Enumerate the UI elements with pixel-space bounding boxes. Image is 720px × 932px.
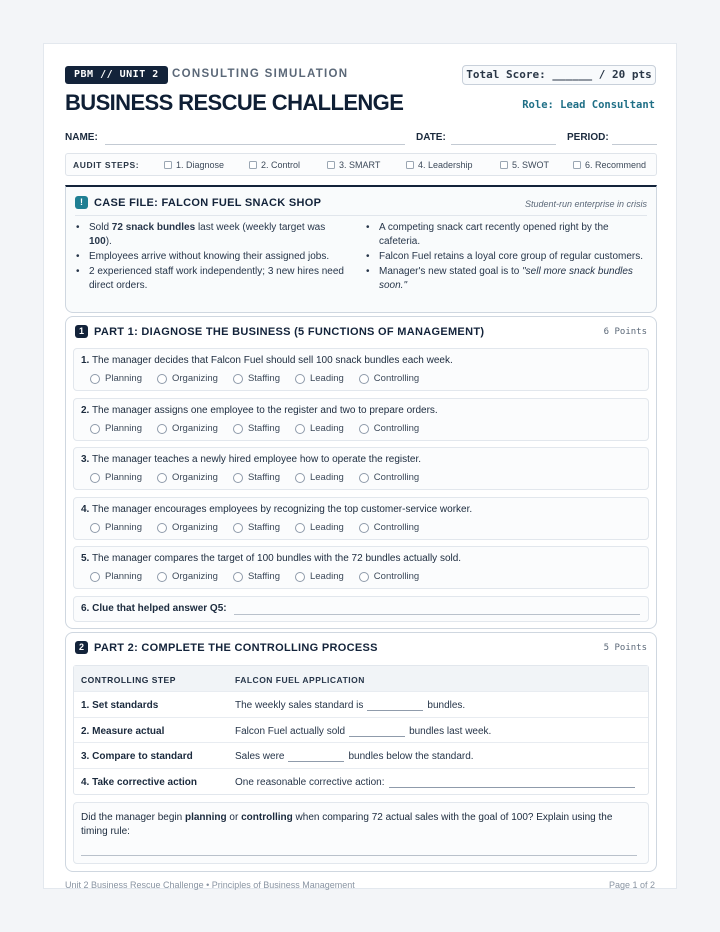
option-organizing[interactable]: Organizing: [157, 571, 218, 582]
answer-options: [90, 522, 434, 533]
radio-icon[interactable]: [359, 424, 369, 434]
worksheet-page: [43, 43, 677, 889]
radio-icon[interactable]: [359, 374, 369, 384]
radio-icon[interactable]: [295, 523, 305, 533]
radio-icon[interactable]: [157, 473, 167, 483]
timing-question-text: Did the manager begin planning or controlling when comparing 72 actual sales with the goal of 100? Explain using the timing rule:: [81, 812, 613, 837]
case-file-title: CASE FILE: FALCON FUEL SNACK SHOP: [94, 196, 322, 209]
part-2-points: 5 Points: [603, 643, 647, 653]
radio-icon[interactable]: [90, 473, 100, 483]
option-organizing[interactable]: Organizing: [157, 472, 218, 483]
footer-course: Unit 2 Business Rescue Challenge • Principles of Business Management: [65, 880, 355, 890]
radio-icon[interactable]: [157, 523, 167, 533]
col-header-application: FALCON FUEL APPLICATION: [235, 675, 365, 685]
case-file-header: [75, 196, 321, 209]
radio-icon[interactable]: [90, 374, 100, 384]
question-text: 4. The manager encourages employees by recognizing the top customer-service worker.: [81, 504, 473, 515]
case-file-panel: [65, 185, 657, 313]
answer-blank[interactable]: [367, 700, 423, 711]
date-field[interactable]: [451, 144, 556, 145]
option-organizing[interactable]: Organizing: [157, 373, 218, 384]
radio-icon[interactable]: [233, 473, 243, 483]
radio-icon[interactable]: [233, 572, 243, 582]
question-text: 2. The manager assigns one employee to the register and two to prepare orders.: [81, 405, 438, 416]
option-organizing[interactable]: Organizing: [157, 522, 218, 533]
audit-step-smart[interactable]: 3. SMART: [327, 160, 380, 170]
page-title: BUSINESS RESCUE CHALLENGE: [65, 90, 404, 115]
case-facts-left: [75, 221, 347, 294]
table-row: 3. Compare to standard Sales were bundles below the standard.: [74, 743, 648, 769]
question-card: [73, 546, 649, 589]
divider: [75, 215, 647, 216]
option-controlling[interactable]: Controlling: [359, 472, 419, 483]
name-field[interactable]: [105, 144, 405, 145]
option-planning[interactable]: Planning: [90, 571, 142, 582]
radio-icon[interactable]: [295, 572, 305, 582]
option-controlling[interactable]: Controlling: [359, 571, 419, 582]
option-planning[interactable]: Planning: [90, 423, 142, 434]
question-card: [73, 348, 649, 391]
answer-options: [90, 423, 434, 434]
radio-icon[interactable]: [157, 424, 167, 434]
part-number-badge: 1: [75, 325, 88, 338]
case-fact: • Employees arrive without knowing their assigned jobs.: [75, 250, 347, 264]
option-organizing[interactable]: Organizing: [157, 423, 218, 434]
question-text: 5. The manager compares the target of 100 bundles with the 72 bundles actually sold.: [81, 553, 462, 564]
part-1-points: 6 Points: [603, 327, 647, 337]
table-row: 1. Set standards The weekly sales standard is bundles.: [74, 692, 648, 718]
audit-step-recommend[interactable]: 6. Recommend: [573, 160, 646, 170]
radio-icon[interactable]: [90, 572, 100, 582]
part-2-section: [65, 632, 657, 872]
radio-icon[interactable]: [359, 572, 369, 582]
part-1-header: [75, 325, 484, 338]
audit-step-swot[interactable]: 5. SWOT: [500, 160, 549, 170]
case-fact: • Falcon Fuel retains a loyal core group of regular customers.: [365, 250, 650, 264]
case-facts-right: [365, 221, 650, 294]
part-number-badge: 2: [75, 641, 88, 654]
role-label: Role: Lead Consultant: [522, 99, 655, 111]
footer-page-number: Page 1 of 2: [608, 880, 655, 890]
radio-icon[interactable]: [359, 473, 369, 483]
audit-step-control[interactable]: 2. Control: [249, 160, 300, 170]
simulation-label: CONSULTING SIMULATION: [172, 68, 349, 80]
checkbox-icon[interactable]: [573, 161, 581, 169]
period-label: PERIOD:: [567, 132, 609, 143]
option-leading[interactable]: Leading: [295, 522, 344, 533]
answer-blank[interactable]: [288, 751, 344, 762]
answer-options: [90, 571, 434, 582]
question-text: 3. The manager teaches a newly hired employee how to operate the register.: [81, 454, 422, 465]
name-label: NAME:: [65, 132, 98, 143]
radio-icon[interactable]: [233, 424, 243, 434]
controlling-table: [73, 665, 649, 795]
option-leading[interactable]: Leading: [295, 571, 344, 582]
answer-blank[interactable]: [349, 726, 405, 737]
col-header-step: CONTROLLING STEP: [81, 675, 176, 685]
option-controlling[interactable]: Controlling: [359, 423, 419, 434]
option-controlling[interactable]: Controlling: [359, 373, 419, 384]
alert-icon: !: [75, 196, 88, 209]
option-staffing[interactable]: Staffing: [233, 571, 280, 582]
audit-step-diagnose[interactable]: 1. Diagnose: [164, 160, 224, 170]
total-score-box: Total Score: ______ / 20 pts: [462, 65, 656, 85]
option-staffing[interactable]: Staffing: [233, 522, 280, 533]
period-field[interactable]: [612, 144, 657, 145]
answer-options: [90, 373, 434, 384]
part-1-title: PART 1: DIAGNOSE THE BUSINESS (5 FUNCTIONS OF MANAGEMENT): [94, 325, 485, 338]
timing-answer-field[interactable]: [81, 855, 637, 856]
clue-label: 6. Clue that helped answer Q5:: [81, 603, 227, 614]
option-leading[interactable]: Leading: [295, 423, 344, 434]
timing-question-card: [73, 802, 649, 864]
checkbox-icon[interactable]: [164, 161, 172, 169]
audit-steps-label: AUDIT STEPS:: [73, 160, 140, 170]
unit-tag: PBM // UNIT 2: [65, 66, 168, 84]
audit-step-leadership[interactable]: 4. Leadership: [406, 160, 473, 170]
radio-icon[interactable]: [157, 374, 167, 384]
checkbox-icon[interactable]: [327, 161, 335, 169]
radio-icon[interactable]: [233, 523, 243, 533]
radio-icon[interactable]: [295, 374, 305, 384]
answer-blank[interactable]: [389, 777, 635, 788]
checkbox-icon[interactable]: [500, 161, 508, 169]
option-leading[interactable]: Leading: [295, 472, 344, 483]
answer-options: [90, 472, 434, 483]
option-staffing[interactable]: Staffing: [233, 423, 280, 434]
radio-icon[interactable]: [90, 523, 100, 533]
option-staffing[interactable]: Staffing: [233, 373, 280, 384]
part-2-title: PART 2: COMPLETE THE CONTROLLING PROCESS: [94, 641, 378, 654]
radio-icon[interactable]: [359, 523, 369, 533]
case-fact: • 2 experienced staff work independently; 3 new hires need direct orders.: [75, 265, 347, 293]
question-card: [73, 398, 649, 441]
table-row: 4. Take corrective action One reasonable corrective action:: [74, 769, 648, 795]
table-row: 2. Measure actual Falcon Fuel actually sold bundles last week.: [74, 718, 648, 744]
option-controlling[interactable]: Controlling: [359, 522, 419, 533]
question-card: [73, 497, 649, 540]
question-text: 1. The manager decides that Falcon Fuel should sell 100 snack bundles each week.: [81, 355, 453, 366]
date-label: DATE:: [416, 132, 446, 143]
clue-answer-field[interactable]: [234, 614, 640, 615]
radio-icon[interactable]: [295, 424, 305, 434]
question-card: [73, 447, 649, 490]
clue-card: [73, 596, 649, 622]
option-planning[interactable]: Planning: [90, 522, 142, 533]
case-fact: • Manager's new stated goal is to "sell more snack bundles soon.": [365, 265, 650, 293]
radio-icon[interactable]: [295, 473, 305, 483]
audit-steps-bar: [65, 153, 657, 176]
radio-icon[interactable]: [90, 424, 100, 434]
radio-icon[interactable]: [157, 572, 167, 582]
case-fact: • Sold 72 snack bundles last week (weekly target was 100).: [75, 221, 347, 249]
checkbox-icon[interactable]: [406, 161, 414, 169]
option-planning[interactable]: Planning: [90, 472, 142, 483]
part-2-header: [75, 641, 378, 654]
option-planning[interactable]: Planning: [90, 373, 142, 384]
radio-icon[interactable]: [233, 374, 243, 384]
option-leading[interactable]: Leading: [295, 373, 344, 384]
part-1-section: [65, 316, 657, 629]
case-file-subtitle: Student-run enterprise in crisis: [524, 199, 647, 209]
checkbox-icon[interactable]: [249, 161, 257, 169]
table-header: [74, 666, 648, 692]
option-staffing[interactable]: Staffing: [233, 472, 280, 483]
case-fact: • A competing snack cart recently opened right by the cafeteria.: [365, 221, 650, 249]
